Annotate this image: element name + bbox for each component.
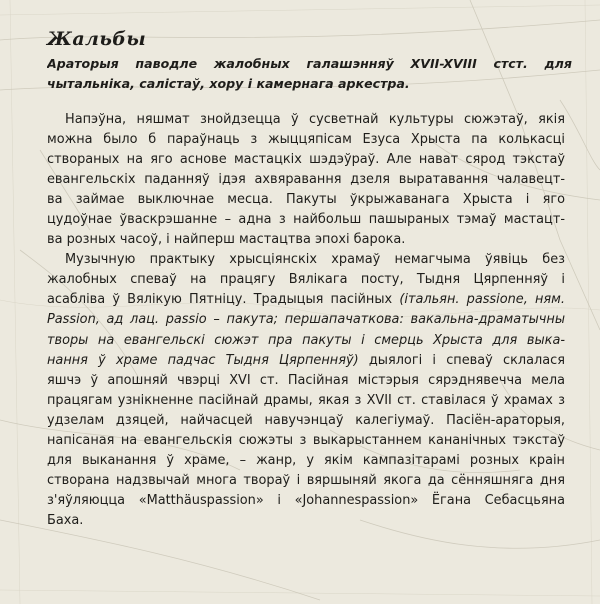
text-line: цудоўнае ўваскрэшанне – адна з найбольш пашыраных тэмаў мастацт-	[47, 212, 565, 228]
text-line: Баха.	[47, 512, 84, 528]
paragraph-2	[47, 250, 565, 531]
body-text	[47, 110, 565, 531]
text-line: створаных на яго аснове мастацкіх шэдэўраў. Але нават сярод тэкстаў	[47, 152, 565, 168]
italic-segment: нання ў храме падчас Тыдня Цярпенняў)	[47, 352, 359, 368]
text-line: з'яўляюцца «Matthäuspassion» і «Johannespassion» Ёгана Себасцьяна	[47, 492, 565, 508]
paragraph-1	[47, 110, 565, 250]
subtitle-line: Араторыя паводле жалобных галашэнняў XVII-XVIII стст. для	[47, 56, 572, 71]
text-line: працягам узнікненне пасійнай драмы, якая з XVII ст. ставілася ў храмах з	[47, 392, 565, 408]
text-segment: дыялогі і спеваў склалася	[358, 352, 565, 368]
text-segment: асабліва ў Вялікую Пятніцу. Традыцыя пасійных	[47, 292, 400, 308]
text-line: для выканання ў храме, – жанр, у якім кампазітарамі розных краін	[47, 452, 565, 468]
text-line: яшчэ ў апошняй чвэрці XVI ст. Пасійная містэрыя сярэднявечча мела	[47, 372, 565, 388]
text-line: Напэўна, няшмат знойдзецца ў сусветнай культуры сюжэтаў, якія	[65, 112, 565, 127]
text-line: напісаная на евангельскія сюжэты з выкарыстаннем кананічных тэкстаў	[47, 432, 565, 448]
subtitle	[47, 54, 572, 94]
text-line: ва розных часоў, і найперш мастацтва эпохі барока.	[47, 232, 406, 248]
italic-segment: (італьян. passione, ням.	[399, 292, 565, 308]
subtitle-line: чытальніка, салістаў, хору і камернага аркестра.	[47, 76, 410, 91]
text-line	[47, 351, 565, 371]
text-line: можна было б параўнаць з жыццяпісам Езуса Хрыста па колькасці	[47, 132, 565, 148]
text-line: жалобных спеваў на працягу Вялікага посту, Тыдня Цярпенняў і	[47, 272, 565, 288]
text-line: удзелам дзяцей, найчасцей навучэнцаў калегіумаў. Пасіён-араторыя,	[47, 412, 565, 428]
text-line	[47, 290, 565, 310]
text-line: Passion, ад лац. passio – пакута; першапачаткова: вакальна-драматычны	[47, 312, 565, 328]
text-line: Музычную практыку хрысціянскіх храмаў немагчыма ўявіць без	[65, 252, 565, 268]
page-title: Жальбы	[47, 28, 147, 50]
text-line: ва займае выключнае месца. Пакуты ўкрыжаванага Хрыста і яго	[47, 192, 565, 208]
text-line: творы на евангельскі сюжэт пра пакуты і смерць Хрыста для выка-	[47, 332, 565, 348]
text-line: евангельскіх паданняў ідэя ахвяравання дзеля выратавання чалавецт-	[47, 172, 565, 188]
text-line: створана надзвычай многа твораў і вяршыняй якога да сённяшняга дня	[47, 472, 565, 488]
